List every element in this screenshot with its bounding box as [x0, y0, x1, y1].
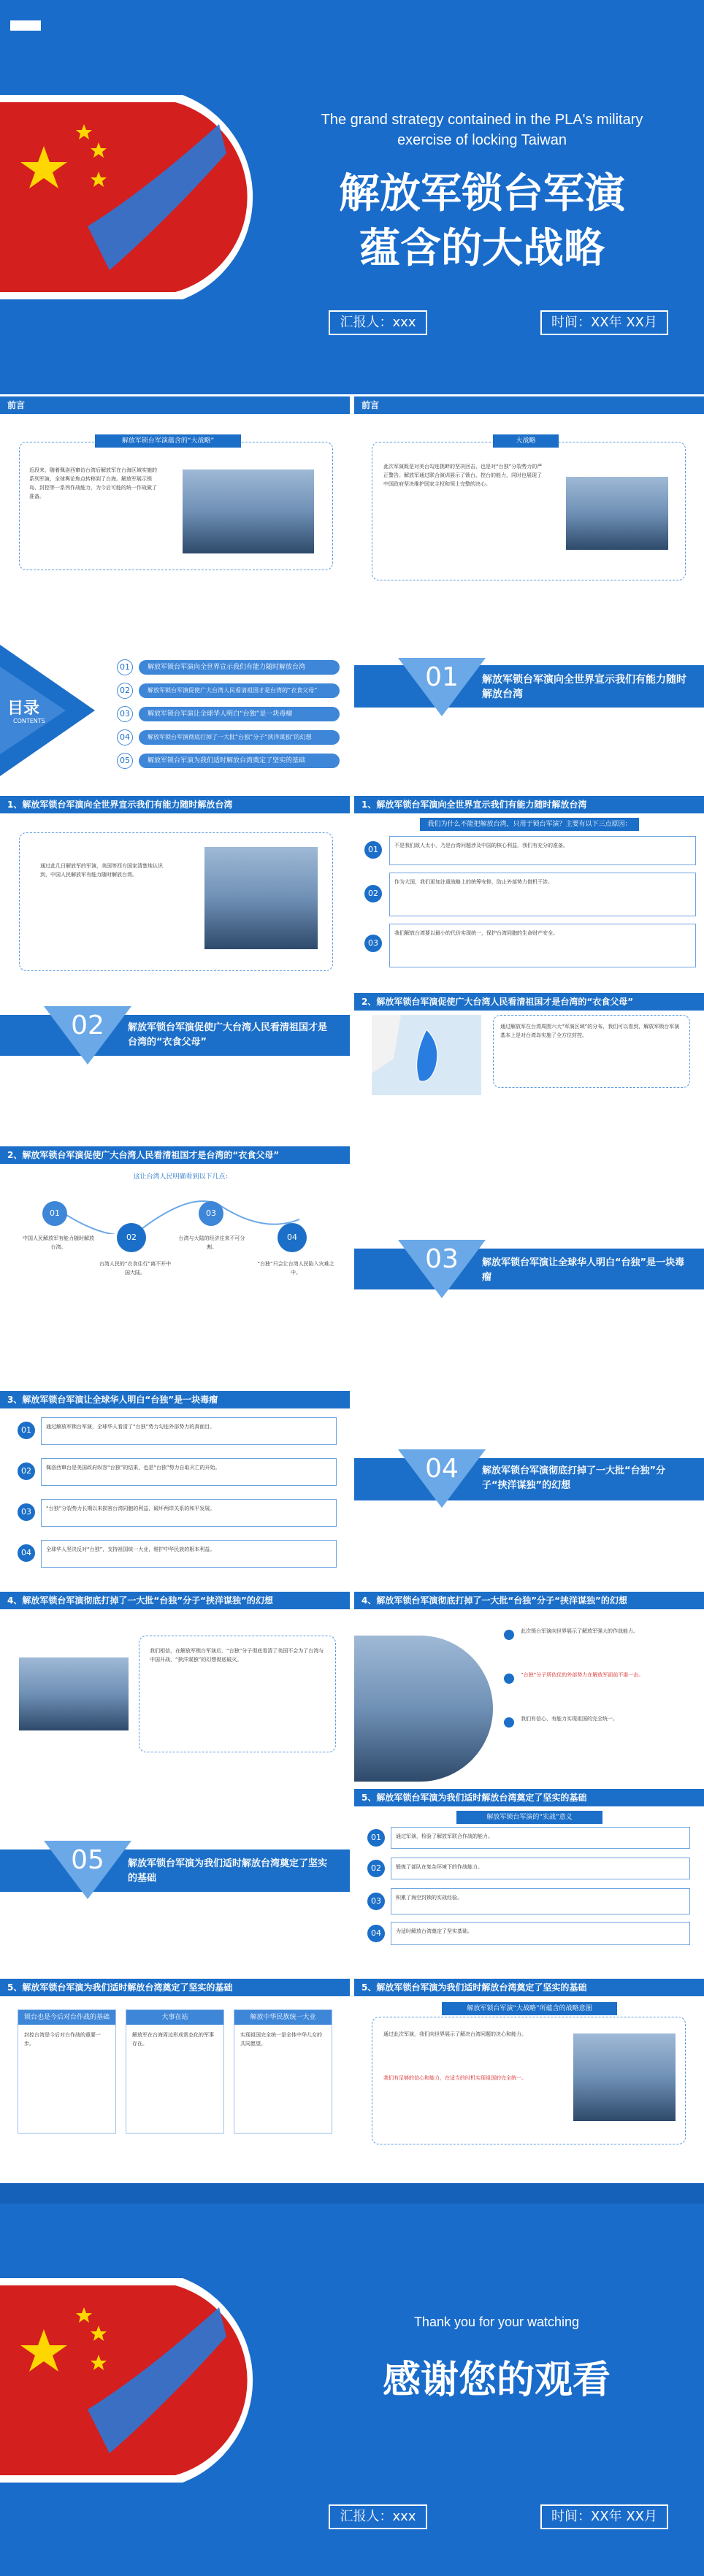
- cover-title-line2: 蕴含的大战略: [359, 225, 605, 272]
- section3-slide: [0, 1391, 350, 1588]
- preface-tag: 大战略: [493, 434, 559, 448]
- preface-tag: 解放军锁台军演蕴含的“大战略”: [95, 434, 241, 448]
- toc-subtitle: CONTENTS: [13, 718, 45, 724]
- map-text: 通过解放军在台湾周围六大“军演区域”的分布，我们可以看到，解放军锁台军演基本上是对台湾岛实施了全方位封控。: [500, 1024, 680, 1038]
- bullet-icon: [504, 1630, 514, 1640]
- point-number: 01: [364, 841, 382, 859]
- slide-header: 5、解放军锁台军演为我们适时解放台湾奠定了坚实的基础: [354, 1789, 704, 1806]
- section5-cards-slide: [0, 1979, 350, 2161]
- card-title: 锁台也是今后对台作战的基础: [18, 2010, 115, 2025]
- section-number: 05: [71, 1845, 104, 1875]
- section-number: 02: [71, 1011, 104, 1040]
- toc-item[interactable]: [117, 706, 343, 729]
- info-card: [234, 2009, 332, 2134]
- section-number: 01: [425, 662, 459, 692]
- warship-firing-photo: [204, 847, 318, 949]
- cover-slide: [0, 0, 704, 394]
- circle-number: 02: [117, 1223, 146, 1252]
- section5-points-slide: [354, 1789, 704, 1957]
- toc-num: 01: [117, 659, 133, 675]
- point-number: 02: [367, 1860, 385, 1877]
- final-body: 通过此次军演，我们向世界展示了解决台湾问题的决心和能力。: [383, 2031, 527, 2037]
- point-number: 01: [367, 1829, 385, 1847]
- card-text: 封控台湾是今后对台作战的重要一步。: [24, 2032, 101, 2047]
- circle-text: 中国人民解放军有能力随时解放台湾。: [23, 1235, 94, 1250]
- toc-num: 05: [117, 753, 133, 769]
- card-text: 实现祖国完全统一是全体中华儿女的共同愿望。: [240, 2032, 322, 2047]
- section2-map-slide: [354, 993, 704, 1110]
- toc-num: 02: [117, 683, 133, 699]
- section-title: 解放军锁台军演向全世界宣示我们有能力随时解放台湾: [482, 674, 686, 700]
- toc-label: 解放军锁台军演向全世界宣示我们有能力随时解放台湾: [139, 660, 340, 675]
- toc-slide: [0, 645, 350, 776]
- slide-header: 2、解放军锁台军演促使广大台湾人民看清祖国才是台湾的“衣食父母”: [354, 993, 704, 1011]
- toc-label: 解放军锁台军演让全球华人明白“台独”是一块毒瘤: [139, 707, 340, 721]
- ending-time: 时间：XX年 XX月: [540, 2504, 668, 2529]
- circle-text: 台湾人民的“衣食住行”离不开中国大陆。: [99, 1261, 172, 1276]
- final-red-text: 我们有足够的信心和能力，在适当的时机实现祖国的完全统一。: [383, 2075, 527, 2081]
- point-text: 积累了海空封锁的实战经验。: [391, 1888, 690, 1914]
- point-text: 此次锁台军演向世界展示了解放军强大的作战能力。: [521, 1628, 638, 1634]
- bullet-icon: [504, 1717, 514, 1728]
- circles-caption: 这让台湾人民明确看到以下几点：: [133, 1173, 232, 1181]
- slide-header: 4、解放军锁台军演彻底打掉了一大批“台独”分子“挟洋谋独”的幻想: [0, 1592, 350, 1609]
- info-card: [18, 2009, 116, 2134]
- point-text: 全球华人坚决反对“台独”，支持祖国统一大业，维护中华民族的根本利益。: [41, 1540, 337, 1568]
- preface-slide-left: [0, 396, 350, 643]
- ending-top-band: [0, 2183, 704, 2204]
- point-text: 锻炼了部队在复杂环境下的作战能力。: [391, 1858, 690, 1879]
- toc-num: 04: [117, 729, 133, 745]
- points-tag: 解放军锁台军演的“实战”意义: [456, 1811, 602, 1824]
- section-title: 解放军锁台军演让全球华人明白“台独”是一块毒瘤: [482, 1257, 685, 1283]
- cover-reporter: 汇报人：xxx: [329, 310, 427, 335]
- cover-logo-tab: [10, 20, 41, 31]
- section-title: 解放军锁台军演彻底打掉了一大批“台独”分子“挟洋谋独”的幻想: [482, 1465, 666, 1491]
- point-number: 01: [18, 1422, 35, 1439]
- section-title: 解放军锁台军演为我们适时解放台湾奠定了坚实的基础: [128, 1858, 328, 1884]
- point-number: 04: [18, 1544, 35, 1562]
- section-divider-02: [0, 993, 350, 1095]
- circle-number: 03: [199, 1201, 223, 1226]
- point-text: 作为大国，我们更加注重战略上的统筹安排，防止外部势力借机干涉。: [389, 873, 696, 916]
- final-tag: 解放军锁台军演“大战略”所蕴含的战略意图: [442, 2002, 617, 2015]
- slide-header: 1、解放军锁台军演向全世界宣示我们有能力随时解放台湾: [0, 796, 350, 813]
- cover-title-en: The grand strategy contained in the PLA's military exercise of locking Taiwan: [321, 112, 643, 148]
- section5-final-slide: [354, 1979, 704, 2161]
- section-divider-01: [354, 645, 704, 776]
- point-text: 不是我们敌人太小，乃是台湾问题涉及中国的核心利益，我们有充分的准备。: [389, 836, 696, 865]
- warship-photo: [566, 477, 668, 550]
- toc-item[interactable]: [117, 753, 343, 776]
- section-title: 解放军锁台军演促使广大台湾人民看清祖国才是台湾的“衣食父母”: [128, 1022, 328, 1048]
- circle-text: 台湾与大陆的经济往来不可分割。: [178, 1235, 245, 1250]
- section-divider-04: [354, 1435, 704, 1530]
- missile-launch-photo: [183, 469, 314, 553]
- point-text: 我们有信心、有能力实现祖国的完全统一。: [521, 1716, 618, 1722]
- point-number: 03: [367, 1893, 385, 1910]
- flag-ribbon-graphic: [0, 80, 263, 314]
- preface-slide-right: [354, 396, 704, 643]
- toc-label: 解放军锁台军演为我们适时解放台湾奠定了坚实的基础: [139, 754, 340, 768]
- card-title: 解放中华民族统一大业: [234, 2010, 332, 2025]
- point-text: 通过解放军锁台军演，全球华人看清了“台独”势力勾连外部势力的真面目。: [41, 1417, 337, 1445]
- bullet-icon: [504, 1674, 514, 1684]
- card-text: 解放军在台海周边形成常态化的军事存在。: [132, 2032, 214, 2047]
- point-text: 为适时解放台湾奠定了坚实基础。: [391, 1922, 690, 1945]
- point-text: 我们解放台湾要以最小的代价实现统一，保护台湾同胞的生命财产安全。: [389, 924, 696, 967]
- section4-slide-left: [0, 1592, 350, 1811]
- toc-item[interactable]: [117, 659, 343, 683]
- exercise-photo: [19, 1657, 129, 1730]
- section-divider-03: [354, 1227, 704, 1314]
- section-divider-05: [0, 1829, 350, 1924]
- point-text: 佩洛西窜台是美国政府纵容“台独”的结果，也是“台独”势力自取灭亡的开始。: [41, 1458, 337, 1486]
- slide-header: 4、解放军锁台军演彻底打掉了一大批“台独”分子“挟洋谋独”的幻想: [354, 1592, 704, 1609]
- section2-slide: [0, 1146, 350, 1365]
- ending-title-en: Thank you for your watching: [413, 2315, 580, 2329]
- point-number: 04: [367, 1925, 385, 1942]
- circle-number: 04: [278, 1223, 307, 1252]
- toc-item[interactable]: [117, 729, 343, 753]
- point-number: 03: [364, 935, 382, 952]
- cover-title-line1: 解放军锁台军演: [339, 170, 625, 218]
- point-number: 03: [18, 1503, 35, 1521]
- ending-reporter: 汇报人：xxx: [329, 2504, 427, 2529]
- section1-slide-left: [0, 796, 350, 1015]
- point-text-red: “台独”分子所依仗的外部势力在解放军面前不堪一击。: [521, 1672, 644, 1678]
- section1-slide-right: [354, 796, 704, 1015]
- points-tag: 我们为什么不能把解放台湾，只用于锁台军演？主要有以下三点原因：: [420, 818, 639, 831]
- circle-text: “台独”只会让台湾人民陷入灾难之中。: [257, 1261, 334, 1276]
- ending-slide: [0, 2183, 704, 2576]
- circle-number: 01: [42, 1201, 67, 1226]
- toc-label: 解放军锁台军演促使广大台湾人民看清祖国才是台湾的“衣食父母”: [139, 683, 340, 698]
- card-title: 大事在站: [126, 2010, 223, 2025]
- toc-num: 03: [117, 706, 133, 722]
- toc-title: 目录: [7, 699, 40, 718]
- point-number: 02: [18, 1463, 35, 1480]
- section-number: 03: [425, 1244, 459, 1274]
- section-number: 04: [425, 1454, 459, 1484]
- fighter-jet-photo: [354, 1636, 493, 1782]
- toc-item[interactable]: [117, 683, 343, 706]
- toc-label: 解放军锁台军演彻底打掉了一大批“台独”分子“挟洋谋独”的幻想: [139, 730, 340, 745]
- slide-header: 3、解放军锁台军演让全球华人明白“台独”是一块毒瘤: [0, 1391, 350, 1408]
- section1-body: 通过此几日解放军的军演，美国等西方国家清楚地认识到，中国人民解放军有能力随时解放台湾。: [40, 863, 163, 878]
- point-text: “台独”分裂势力长期以来损害台湾同胞的利益，破坏两岸关系的和平发展。: [41, 1499, 337, 1527]
- taiwan-map: [372, 1015, 481, 1095]
- preface-body: 此次军演既是对美台勾连挑衅的坚决回击，也是对“台独”分裂势力的严正警告。解放军通过联合演训展示了锁台、控台的能力，同时也展现了中国政府坚决维护国家主权和领土完整的决心。: [383, 464, 543, 487]
- binoculars-photo: [573, 2033, 676, 2121]
- point-text: 通过军演，检验了解放军联合作战的能力。: [391, 1827, 690, 1849]
- toc-list: [117, 659, 343, 776]
- slide-header: 前言: [0, 396, 350, 414]
- section4-body: 我们相信，在解放军锁台军演后，“台独”分子彻底看清了美国不会为了台湾与中国开战，“挟洋谋独”的幻想彻底破灭。: [150, 1648, 324, 1663]
- slide-header: 2、解放军锁台军演促使广大台湾人民看清祖国才是台湾的“衣食父母”: [0, 1146, 350, 1164]
- point-number: 02: [364, 885, 382, 902]
- info-card: [126, 2009, 224, 2134]
- section4-slide-right: [354, 1592, 704, 1811]
- slide-header: 5、解放军锁台军演为我们适时解放台湾奠定了坚实的基础: [354, 1979, 704, 1996]
- slide-header: 前言: [354, 396, 704, 414]
- preface-body: 近段来，随着佩洛西窜访台湾后解放军在台海区域实施的系列军演，全球舆论焦点转移到了台海。解放军展示锁岛、封控等一系列作战能力，为今后可能的统一作战做了准备。: [29, 467, 157, 499]
- slide-header: 1、解放军锁台军演向全世界宣示我们有能力随时解放台湾: [354, 796, 704, 813]
- cover-time: 时间：XX年 XX月: [540, 310, 668, 335]
- ending-title-cn: 感谢您的观看: [382, 2358, 611, 2402]
- slide-header: 5、解放军锁台军演为我们适时解放台湾奠定了坚实的基础: [0, 1979, 350, 1996]
- flag-ribbon-graphic: [0, 2263, 263, 2497]
